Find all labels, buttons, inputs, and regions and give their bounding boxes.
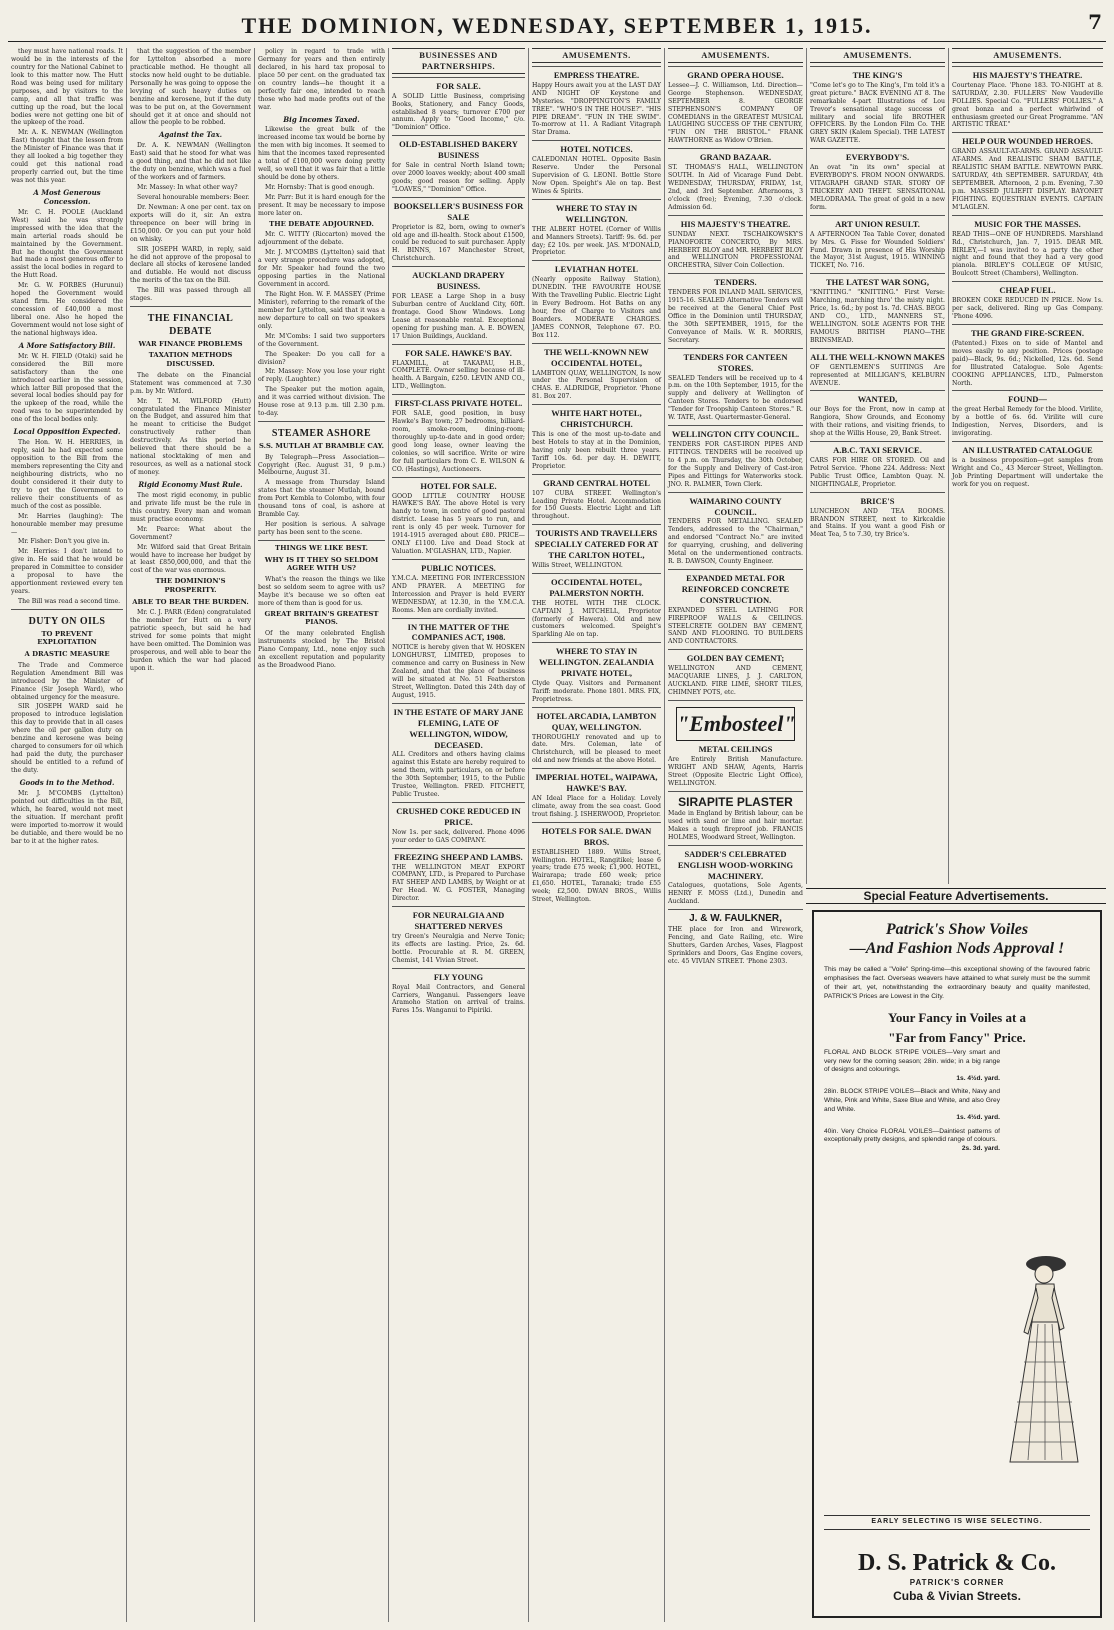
special-feature-banner: Special Feature Advertisements. [806,888,1106,904]
article-paragraph: The debate on the Financial Statement was commenced at 7.30 p.m. by Mr. Witford. [130,371,251,395]
classified-ad [392,618,525,703]
classified-ad-title: MUSIC FOR THE MASSES. [974,218,1081,229]
article-paragraph: Dr. Newman: A one per cent. tax on exports will do it, sir. An extra threepence on beer will bring in £150,000. Or you can put your hold on whisky. [130,203,251,243]
classified-ad-body: FOR LEASE a Large Shop in a busy Suburban centre of Auckland City, 60ft. frontage. Good Show Windows. Long Lease at reasonable rental. Exceptional opening for pushing man. A. E. BOWEN, 17 Union Buildings, Auckland. [392,293,525,340]
article-paragraph: The Right Hon. W. F. MASSEY (Prime Minister), referring to the remark of the member for Lyttelton, said that it was a new departure to call on two speakers only. [258,291,385,330]
section-heading: BUSINESSES AND PARTNERSHIPS. [392,48,525,74]
classified-ad [952,132,1103,214]
classified-ad-title: HELP OUR WOUNDED HEROES. [962,136,1093,147]
classified-ad [392,266,525,343]
lady-in-voile-dress-illustration [998,1242,1088,1472]
classified-ad-body: CALEDONIAN HOTEL. Opposite Basin Reserve. Under the Personal Supervision of G. LEONI. Bottle Store Now Open. Speight's Ale on tap. Best Wines & Spirits. [532,156,661,195]
classified-ad-body: Royal Mail Contractors, and General Carriers, Wanganui. Passengers leave Aramoho Station on arrival of trains. Fares 15s. Wanganui to Pipiriki. [392,983,525,1015]
classified-ad-body: ALL Creditors and others having claims against this Estate are hereby required to send them, with particulars, on or before the 30th September, 1915, to the Public Trustee, Wellington. FRED. FITCHETT, Public Trustee. [392,751,525,799]
classified-ad-title: EXPANDED METAL FOR REINFORCED CONCRETE CONSTRUCTION. [681,573,790,605]
classified-ad [952,66,1103,133]
classified-ad [952,441,1103,492]
ad-item-text: 40in. Very Choice FLORAL VOILES—Daintiest patterns of exceptionally pretty designs, and splendid range of colours. [824,1127,1000,1144]
classified-ad [392,77,525,136]
classified-ad-body: Are Entirely British Manufacture. WRIGHT AND SHAW, Agents, Harris Street (Opposite Electric Light Office), WELLINGTON. [668,755,803,787]
article-paragraph: Mr. A. K. NEWMAN (Wellington East) thought that the lesson from the Minister of Finance was that if they all looked a big together they could get this national road properly carried out, but the time was not this year. [11,129,123,184]
classified-ad-body: LAMBTON QUAY, WELLINGTON, Is now under the Personal Supervision of CHAS. E. ALDRIDGE, Proprietor. 'Phone 81. Box 207. [532,369,661,401]
article-paragraph: The most rigid economy, in public and private life must be the rule in this country. Every man and woman must practise economy. [130,491,251,523]
classified-ad-body: Clyde Quay. Visitors and Permanent Tariff: moderate. Phone 1801. MRS. FIX, Proprietress. [532,679,661,703]
classified-ad-title: HOTELS FOR SALE. DWAN BROS. [541,825,652,847]
classified-ad-title: WHITE HART HOTEL, CHRISTCHURCH. [551,408,642,430]
article-paragraph: SIR JOSEPH WARD said he proposed to introduce legislation this day to provide that in all cases where the oil per gallon duty on benzine and kerosene was being charged to consumers for oil which had paid the duty, the purchaser should be entitled to a refund of the duty. [11,703,123,774]
article-headline: THE FINANCIAL DEBATE [147,313,234,337]
article-paragraph: Dr. A. K. NEWMAN (Wellington East) said that he stood for what was a good thing, and that he did not like the duty on benzine, which was a fuel of the workers and of farmers. [130,142,251,182]
classified-ad [952,390,1103,441]
article-subheadline: S.S. MUTLAH AT BRAMBLE CAY. [258,441,385,450]
article-subheadline: THE DOMINION'S PROSPERITY. [155,577,226,594]
article-paragraph: Mr. Harries (laughing): The honourable member may presume— [11,512,123,536]
classified-ad-body: Catalogues, quotations, Sole Agents, HENRY F. MOSS (Ltd.), Dunedin and Auckland. [668,882,803,906]
classified-ad-body: (Nearly opposite Railway Station), DUNEDIN. THE FAVOURITE HOUSE With the Travelling Public. Electric Light in Every Bedroom. Hot Baths on any hour, free of Charge to Visitors and Boarders. MODERATE CHARGES. JAMES CONNOR, Telephone 67. P.O. Box 112. [532,276,662,339]
article-subheadline: WAR FINANCE PROBLEMS [138,339,243,348]
classified-ad-title: THE WELL-KNOWN NEW OCCIDENTAL HOTEL, [544,346,649,368]
classified-ad [532,343,661,405]
classified-ad-body: Proprietor is 82, born, owing to owner's old age and ill-health. Stock about £1500, could be reduced to suit purchaser. Apply H. BINNS, 167 Manchester Street, Christchurch. [392,223,525,263]
classified-ad-body: Willis Street, WELLINGTON. [532,561,623,569]
classified-ad-body: Lessee—J. C. Williamson, Ltd. Direction—George Stephenson. WEDNESDAY, SEPTEMBER 8. GEORGE STEPHENSON'S COMPANY OF COMEDIANS in the GREATEST MUSICAL LAUGHING SUCCESS OF THE CENTURY, "FUN ON THE BRISTOL." FRANK HAWTHORNE as Widow O'Brien. [668,81,803,145]
classified-ad-title: FOUND— [1008,394,1047,405]
article-paragraph: Several honourable members: Beer. [137,193,250,201]
classified-ad [532,642,661,706]
article-subheading: Against the Tax. [158,130,223,140]
classified-ad [668,215,803,274]
classified-ad-title: HOTEL NOTICES. [560,144,633,155]
classified-ad [668,649,803,700]
article-subheading: Goods in to the Method. [19,777,115,787]
article-paragraph: Mr. Parr: But it is hard enough for the present. It may be necessary to impose more later on. [258,193,385,217]
classified-ad-body: THE place for Iron and Wirework, Fencing, and Gate Railing, etc. Wire Shutters, Garden Arches, Vases, Flagpost Sprinklers and Doors, Gas Engine covers, etc. 45 VIVIAN STREET. 'Phone 2303. [668,926,803,965]
classified-ad-body: FOR SALE, good position, in busy Hawke's Bay town; 27 bedrooms, billiard-room, smoke-room, dining-room; thoroughly up-to-date and in good order; good long lease, owner leaving the colonies, so will sacrifice. Write or wire for full particulars from C. E. WILSON & CO. (Hastings), Auctioneers. [392,410,525,473]
classified-ad-body: Made in England by British labour, can be used with sand or lime and hair mortar. Makes a tough fireproof job. FRANCIS HOLMES, Woodward Street, Wellington. [668,810,803,841]
article-paragraph: The Bill was passed through all stages. [130,287,251,303]
classified-ads-list [668,66,803,969]
company-address: Cuba & Vivian Streets. [893,1588,1021,1603]
column-2 [126,48,254,1622]
classified-ad-body: This is one of the most up-to-date and best Hotels to stay at in the Dominion, having only been rebuilt three years. Tariff 10s. 6d. per day. H. DEWITT, Proprietor. [532,431,661,470]
ad-item [824,1128,1000,1154]
classified-ad [392,559,525,618]
classified-ad-title: GRAND CENTRAL HOTEL [543,477,650,488]
article-subheadline: THINGS WE LIKE BEST. [275,543,368,552]
classified-ad-body: our Boys for the Front, now in camp at Rangiora, Show Grounds, and Economy with their rations, and visiting friends, to shop at the Willis House, 29, Bank Street. [810,406,945,438]
column-5-amusements [528,48,664,1622]
classified-ad [392,802,525,848]
article-paragraph: Of the many celebrated English instruments stocked by The Bristol Piano Company, Ltd., none enjoy such an excellent reputation and popularity as the Broadwood Piano. [258,630,385,669]
classified-ad [532,199,661,261]
classified-ad-title: BRICE'S [860,495,895,506]
classified-ad-title: AUCKLAND DRAPERY BUSINESS. [412,270,505,292]
classified-ad [532,524,661,573]
classified-ad-body: LUNCHEON AND TEA ROOMS. BRANDON STREET, next to Kirkcaldie and Stains. If you want a good Fish or Meat Tea, 5 to 7.30, try Brice's. [810,507,945,539]
article-paragraph: Mr. Wilford said that Great Britain would have to increase her budget by at least £850,000,000, and that the cost of the war was enormous. [130,543,251,575]
classified-ad-body: Happy Hours await you at the LAST DAY AND NIGHT OF Keystone and Mysteries. "DROPPINGTON'S FAMILY TREE". "WHO'S IN THE HOUSE?". "HIS PIPE DREAM". "FUN IN THE SWIM". To-morrow at 11. A Radiant Vitagraph Star Drama. [532,81,661,137]
classified-ad-body: THE WELLINGTON MEAT EXPORT COMPANY, LTD., is Prepared to Purchase FAT SHEEP AND LAMBS, by Weight or at Per Head. W. G. FOSTER, Managing Director. [392,863,525,903]
section-heading: AMUSEMENTS. [952,48,1103,63]
classified-ad-body: "KNITTING." "KNITTING." First Verse: Marching, marching thro' the misty night. Price, 1s. 6d.; by post 1s. 7d. CHAS. BEGG AND CO., LTD., MANNERS ST., WELLINGTON. SOLE AGENTS FOR THE FAMOUS BRITISH PIANO—THE BRINSMEAD. [810,289,945,344]
article-subheadline: TO PREVENT EXPLOITATION [37,629,97,647]
classified-ad-title: FREEZING SHEEP AND LAMBS. [394,851,523,862]
classified-ad-body: "Come let's go to The King's, I'm told it's a great picture." BACK EVENING AT 8. The remarkable 4-part Illustrations of Lou Trevor's sensational stage success of military and social life BROTHER OFFICERS. By the London Film Co. THE GREY SKIN (Kalem Special). THE LATEST WAR GAZETTE. [810,81,945,145]
classified-ad [810,441,945,492]
company-signature [824,1548,1090,1604]
article-paragraph: Mr. Fisher: Don't you give in. [18,538,110,546]
article-subheading: Big Incomes Taxed. [283,114,360,124]
classified-ad-body: THOROUGHLY renovated and up to date. Mrs. Coleman, late of Christchurch, will be pleased to meet old and new friends at the above Hotel. [532,733,661,765]
classified-ad-title: PUBLIC NOTICES. [421,563,496,573]
classified-ad-title: FOR SALE. HAWKE'S BAY. [405,347,512,358]
classified-ad [952,281,1103,324]
classified-ad-title: TOURISTS AND TRAVELLERS SPECIALLY CATERED FOR AT THE CARLTON HOTEL, [534,528,659,561]
classified-ad-title: CRUSHED COKE REDUCED IN PRICE. [396,806,521,827]
classified-ad [392,703,525,802]
classified-ad-title: A.B.C. TAXI SERVICE. [833,445,922,456]
ad-item [824,1088,1000,1122]
classified-ad-title: FLY YOUNG [433,971,484,982]
classified-ad [532,140,661,199]
article-paragraph: policy in regard to trade with Germany for years and then entirely declared, in his hard tax proposal to place 50 per cent. on the graduated tax on country lands—he thought it a perfectly fair one, intended to reach those who had made profits out of the war. [258,48,385,111]
ad-item-text: 28in. BLOCK STRIPE VOILES—Black and White, Navy and White, Pink and White, Saxe Blue and White, and also Grey and White. [824,1088,1000,1113]
section-heading: AMUSEMENTS. [810,48,945,63]
article-paragraph: Likewise the great bulk of the increased income tax would be borne by the men with big incomes. It seemed to him that the incomes taxed represented a total of £100,000 were doing pretty well, so well that it was fair that a little should be done by others. [258,126,386,182]
classified-ad [810,390,945,441]
article-subheadline: A DRASTIC MEASURE [24,650,110,659]
classified-ad [668,700,803,791]
classified-ad-title: OCCIDENTAL HOTEL, PALMERSTON NORTH. [549,576,644,598]
article-subheadline: WHY IS IT THEY SO SELDOM AGREE WITH US? [264,555,379,573]
article-subheading: Rigid Economy Must Rule. [138,479,243,489]
article-paragraph: Mr. Massey: Now you lose your right of reply. (Laughter.) [258,368,385,384]
classified-ad-title: GOLDEN BAY CEMENT; [686,653,785,664]
classified-ad-title: FOR SALE. [436,80,481,91]
classified-ad [810,148,945,215]
classified-ad [952,324,1103,391]
classified-ad-title: THE KING'S [852,69,903,80]
column-1 [8,48,126,1622]
classified-ad [668,791,803,845]
section-heading: AMUSEMENTS. [532,48,661,63]
classified-ad-title: IN THE MATTER OF THE COMPANIES ACT, 1908. [407,621,510,643]
classified-ad [392,197,525,266]
classified-ad-title: IMPERIAL HOTEL, WAIPAWA, HAWKE'S BAY. [535,772,658,794]
classified-ad [392,344,525,395]
classified-ads-list [810,66,945,542]
masthead [8,6,1106,42]
column-8-amusements [948,48,1106,884]
classified-ad [532,66,661,140]
classified-ad-title: THE GRAND FIRE-SCREEN. [970,327,1085,338]
column-3 [254,48,388,1622]
classified-ad-body: A AFTERNOON Tea Table Cover, donated by Mrs. G. Fisse for Wounded Soldiers' Fund. Drawn in presence of His Worship the Mayor, 31st August, 1915. WINNING TICKET, No. 716. [810,230,945,270]
classified-ad [810,215,945,274]
article-paragraph: The Bill was read a second time. [18,598,121,605]
classified-ad [810,492,945,543]
classified-ad-body: ST. THOMAS'S HALL, WELLINGTON SOUTH. In Aid of Vicarage Fund Debt. WEDNESDAY, THURSDAY, FRIDAY, 1st, 2nd, and 3rd September. Afternoons, 3 o'clock (free); Evening, 7.30 o'clock. Admission 6d. [668,164,803,211]
article-paragraph: Mr. C. H. POOLE (Auckland West) said he was strongly impressed with the idea that the main arterial roads should be maintained by the Government. But he thought the Government had made a most generous offer to assist the local bodies in regard to the Hutt Road. [11,208,123,280]
column-7-amusements [806,48,948,884]
ad-tagline: EARLY SELECTING IS WISE SELECTING. [824,1515,1090,1530]
classified-ad [810,273,945,347]
article-subheadline: ABLE TO BEAR THE BURDEN. [132,597,249,606]
ad-item-price: 2s. 3d. yard. [961,1144,1000,1152]
divider [11,609,123,610]
divider [130,306,251,307]
classified-ad-title: WHERE TO STAY IN WELLINGTON. ZEALANDIA PRIVATE HOTEL, [538,646,655,679]
classified-ad-body: Now 1s. per sack, delivered. Phone 4096 your order to GAS COMPANY. [392,828,525,844]
embosteel-logo: "Embosteel" [676,707,795,741]
patrick-voiles-advertisement [812,910,1102,1618]
classified-ad-title: WHERE TO STAY IN WELLINGTON. [555,202,638,224]
ad-item-text: FLORAL AND BLOCK STRIPE VOILES—Very smart and very new for the coming season; 28in. wide; in a big range of designs and colourings. [824,1049,1000,1074]
classified-ad-body: THE HOTEL WITH THE CLOCK. CAPTAIN J. MITCHELL, Proprietor (formerly of Hawera). Old and new customers welcomed. Speight's Sparkling Ale on tap. [532,599,661,639]
classified-ad [392,906,525,968]
article-paragraph: Mr. Herries: I don't intend to give in. He said that he would be prepared in Committee to consider a proposal to have the apportionment reviewed every ten years. [11,548,123,596]
classified-ad [668,273,803,347]
classified-ad-body: AN Ideal Place for a Holiday. Lovely climate, away from the sea coast. Good trout fishing. J. ISHERWOOD, Proprietor. [532,795,661,818]
classified-ad-body: EXPANDED STEEL LATHING FOR FIREPROOF WALLS & CEILINGS. STEELCRETE GOLDEN BAY CEMENT, SAND AND FLOORING. TO BUILDERS AND CONTRACTORS. [668,606,803,646]
article-paragraph: they must have national roads. It would be in the interests of the country for the National Cabinet to look to this matter now. The Hutt Road was being used for military purposes, and by visitors to the camp, and all that traffic was cutting up the road, but the local bodies were not getting one bit of the upkeep of the road. [11,48,123,127]
classified-ad [952,215,1103,282]
classified-ad [668,66,803,148]
classified-ad-body: ESTABLISHED 1889. Willis Street, Wellington. HOTEL, Rangitikei; lease 6 years; trade £75 week; £1,900. HOTEL, Wairarapa; trade £60 week; price £1,650. HOTEL, Taranaki; trade £55 week; £2,500. DWAN BROS., Willis Street, Wellington. [532,848,661,904]
article-subheadline: GREAT BRITAIN'S GREATEST PIANOS. [264,609,379,627]
classified-ad-title: METAL CEILINGS [698,744,773,755]
classified-ad-title: THE LATEST WAR SONG, [826,277,929,288]
classified-ad [810,66,945,148]
ad-item-list [824,1049,1000,1153]
classified-ad-body: SEALED Tenders will be received up to 4 p.m. on the 10th September, 1915, for the supply and delivery at Wellington of Canteen Stores. Tenders to be endorsed "Tender for Troopship Canteen Stores." R. W. TATE, Asst. Quartermaster-General. [668,374,803,422]
article-paragraph: The Trade and Commerce Regulation Amendment Bill was introduced by the Minister of Finance (Sir Joseph Ward), who obtained urgency for the measure. [11,661,123,701]
article-subheading: Local Opposition Expected. [13,427,121,437]
faulkner-display-title: J. & W. FAULKNER, [689,913,782,925]
classified-ad-title: HIS MAJESTY'S THEATRE. [972,69,1083,80]
classified-ad-title: EVERYBODY'S. [845,152,910,163]
article-subheading: A Most Generous Concession. [33,187,101,206]
divider [258,421,385,422]
article-subheadline: THE DEBATE ADJOURNED. [269,219,374,228]
classified-ad-body: (Patented.) Fixes on to side of Mantel and moves easily to any position. Prices (postage paid)—Black, 9s. 6d.; Nickelled, 12s. 6d. Send for Illustrated Catalogue. Sole Agents: COOKING APPLIANCES, LTD., Palmerston North. [952,339,1103,387]
article-subheadline: TAXATION METHODS DISCUSSED. [148,351,233,369]
classified-ad-body: GRAND ASSAULT-AT-ARMS. GRAND ASSAULT-AT-ARMS. And REALISTIC SHAM BATTLE, REALISTIC SHAM BATTLE. NEWTOWN PARK. SATURDAY, 4th SEPTEMBER. SATURDAY, 4th SEPTEMBER. Afternoon, 2 p.m. Evening, 7.30 p.m. MASSED JULIEFIT DISPLAY. BAYONET FIGHTING. EQUESTRIAN EVENTS. CAPTAIN M'LAGLEN. [952,148,1103,211]
classified-ad-title: WANTED, [857,394,898,405]
company-corner: PATRICK'S CORNER [909,1578,1005,1588]
ad-slogan: "Far from Fancy" Price. [888,1029,1026,1045]
classified-ad-title: SADDER'S CELEBRATED ENGLISH WOOD-WORKING MACHINERY. [677,848,794,881]
classified-ad [668,845,803,909]
classified-ad [392,135,525,197]
classified-ad [668,569,803,649]
classified-ad-title: TENDERS. [714,277,757,288]
article-paragraph: Her position is serious. A salvage party has been sent to the scene. [258,521,385,536]
classified-ad [810,348,945,391]
article-paragraph: A message from Thursday Island states that the steamer Mutlah, bound from Port Kembla to Colombo, with four thousand tons of coal, is ashore at Bramble Cay. [258,479,385,519]
article-dateline: By Telegraph—Press Association—Copyright (Rec. August 31, 9 p.m.) Melbourne, August 31. [258,453,385,477]
classified-ad [668,909,803,968]
classified-ad [668,148,803,215]
article-paragraph: Mr. T. M. WILFORD (Hutt) congratulated the Finance Minister on the Budget, and assured him that he meant to criticise the Budget constructively rather than destructively. As this period he believed that there should be a national stocktaking of men and resources, as well as a national stock of money. [130,397,251,477]
classified-ad-body: Y.M.C.A. MEETING FOR INTERCESSION AND PRAYER. A MEETING for Intercession and Prayer is held EVERY WEDNESDAY, at 12.30, in the Y.M.C.A. Rooms. Men are cordially invited. [392,574,525,614]
article-paragraph: What's the reason the things we like best so seldom seem to agree with us? Maybe it's because we so often eat more of them than is good for us. [258,576,385,607]
classified-ad-title: GRAND OPERA HOUSE. [687,69,784,80]
ad-item-price: 1s. 4½d. yard. [956,1074,1000,1082]
newspaper-title: THE DOMINION, WEDNESDAY, SEPTEMBER 1, 1915. [241,13,873,38]
classified-ad-title: IN THE ESTATE OF MARY JANE FLEMING, LATE OF WELLINGTON, WIDOW, DECEASED. [393,706,524,750]
classified-ad-body: GOOD LITTLE COUNTRY HOUSE HAWKE'S BAY. The above Hotel is very handy to town, in centre of good pastoral district. Lease has 5 years to run, and rent is only 45 per week. Turnover for 1914-1915 averaged about £80. PRICE—ONLY £1100. Live and Dead Stock at Valuation. M'GLASHAN, LTD., Napier. [392,492,525,556]
classified-ads-list [532,66,661,907]
article-headline: DUTY ON OILS [28,615,106,627]
classified-ad-body: TENDERS FOR METALLING. SEALED Tenders, addressed to the "Chairman," and endorsed "Contract No." are invited for quarrying, crushing, and delivering Metal on the undermentioned contracts. R. B. DAWSON, County Engineer. [668,518,803,566]
classified-ad-title: BOOKSELLER'S BUSINESS FOR SALE [393,200,524,222]
article-paragraph: SIR JOSEPH WARD, in reply, said he did not approve of the proposal to declare all stocks of kerosene landed and dutiable. He would not discuss the merits of the tax on the Bill. [130,245,251,285]
classified-ad-title: GRAND BAZAAR. [699,152,772,163]
page-number: 7 [1088,10,1102,34]
ad-item [824,1049,1000,1083]
classified-ad-body: OF GENTLEMEN'S SUITINGS Are represented at MILLIGAN'S, KELBURN AVENUE. [810,363,945,387]
ad-slogan: Your Fancy in Voiles at a [887,1009,1027,1025]
classified-ad-body: is a business proposition—get samples from Wright and Co., 43 Mercer Street, Wellington. Job Printing Department will undertake the work for you on request. [952,456,1103,488]
sirapite-display-title: SIRAPITE PLASTER [678,794,793,809]
article-headline: STEAMER ASHORE [271,428,372,440]
article-paragraph: that the suggestion of the member for Lyttelton absorbed a more practicable method. He thought all stocks now held ought to be dutiable. Personally he was going to oppose the levying of such heavy duties on benzine and kerosene, but if the duty was to be put on, at the Government should get it at once and should not allow the people to be robbed. [130,48,251,127]
classified-ad [392,848,525,907]
classified-ad-title: TENDERS FOR CANTEEN STORES. [683,351,788,373]
classified-ad [532,768,661,822]
column-4-businesses [388,48,528,1622]
classified-ad-body: READ THIS—ONE OF HUNDREDS. Marshland Rd., Christchurch, Jan. 7, 1915. DEAR MR. BIRLEY,—I was invited to a party the other night and found that they had a very good pianola. BIRLEY'S COLLEGE OF MUSIC, Boulcott Street (Chambers), Wellington. [952,230,1103,278]
article-paragraph: Mr. J. M'COMBS (Lyttelton) said that a very strange procedure was adopted, for Mr. Speaker had found the two opposing parties in the National Government in accord. [258,249,385,289]
classified-ad-body: THE ALBERT HOTEL (Corner of Willis and Manners Streets). Tariff: 9s. 6d. per day; £2 10s. per week. JAS. M'DONALD, Proprietor. [532,225,661,257]
classified-ad-body: TENDERS FOR INLAND MAIL SERVICES, 1915-16. SEALED Alternative Tenders will be received at the General Chief Post Office in the Dominion until THURSDAY, the 30th SEPTEMBER, 1915, for the Conveyance of Mails. W. R. MORRIS, Secretary. [668,289,803,344]
classified-ads-list [392,77,525,1019]
classified-ad-title: AN ILLUSTRATED CATALOGUE [962,445,1093,456]
classified-ad [668,492,803,569]
classified-ad-title: FIRST-CLASS PRIVATE HOTEL. [394,398,523,409]
classified-ad-body: BROKEN COKE REDUCED IN PRICE. Now 1s. per sack, delivered. Ring up Gas Company. 'Phone 4096. [952,297,1103,320]
article-paragraph: Mr. Hornsby: That is good enough. [265,184,375,192]
article-paragraph: The Hon. W. H. HERRIES, in reply, said he had expected some opposition to the Bill from the members representing the City and neighbouring districts, who no doubt considered it their duty to try to get the Government to relieve their constituents of as much of the cost as possible. [11,439,123,510]
classified-ad-body: CARS FOR HIRE OR STORED. Oil and Petrol Service. 'Phone 224. Address: Next Public Trust Office, Lambton Quay. N. NIGHTINGALE, Proprietor. [810,456,945,488]
column-6-amusements [664,48,806,1622]
article-paragraph: Mr. J. M'COMBS (Lyttelton) pointed out difficulties in the Bill, which, he feared, would not meet the situation. If merchant profit were imported to-morrow it would be dutiable, and there would be no bar to it at the higher rates. [11,789,123,845]
classified-ad [392,968,525,1019]
classified-ad [532,404,661,473]
section-heading: AMUSEMENTS. [668,48,803,63]
article-paragraph: The Speaker: Do you call for a division? [258,350,385,366]
article-paragraph: Mr. Pearce: What about the Government? [130,525,251,541]
classified-ad [392,477,525,559]
classified-ad-body: FLAXMILL, at TAKAPAU, H.B., COMPLETE. Owner selling because of ill-health. A Bargain, £250. LEVIN AND CO., LTD., Wellington. [392,359,525,391]
classified-ad-title: EMPRESS THEATRE. [553,69,640,80]
classified-ad-body: SUNDAY NEXT. TSCHAIKOWSKY'S PIANOFORTE CONCERTO, By MRS. HERBERT BLOY and MR. HERBERT BLOY and WELLINGTON PROFESSIONAL ORCHESTRA, Silver Coin Collection. [668,230,803,270]
article-paragraph: Mr. W. H. FIELD (Otaki) said he considered the Bill more satisfactory than the one introduced earlier in the session, which latter Bill proposed that the several local bodies should pay for the upkeep of the road, while the road was to be superintended by one of the local bodies only. [11,352,123,424]
classified-ad-title: FOR NEURALGIA AND SHATTERED NERVES [412,910,505,932]
classified-ad [668,348,803,425]
classified-ad-title: HOTEL FOR SALE. [420,480,497,491]
article-paragraph: Mr. C. J. PARR (Eden) congratulated the member for Hutt on a very patriotic speech, but said he had strived for some points that might have been omitted. The Dominion was prosperous, and well able to bear the burden which the war had placed upon it. [130,609,251,672]
classified-ad-title: HIS MAJESTY'S THEATRE. [680,218,791,229]
article-paragraph: Mr. G. W. FORBES (Hurunui) hoped the Government would stand firm. He considered the concession of £40,000 a most liberal one. Also he hoped the Government would not lose sight of the national highways idea. [11,282,123,337]
ad-intro: This may be called a "Voile" Spring-time—this exceptional showing of the favoured fabric emphasises the fact. Overseas weavers have attained to what surely must be the summit of their art, yet, notwithstanding the extraordinary beauty and quality manifested, PATRICK'S Prices are Lowest in the City. [824,966,1090,1001]
ad-headline: Patrick's Show Voiles [885,921,1029,938]
classified-ad-title: LEVIATHAN HOTEL [554,264,639,275]
article-subheading: A More Satisfactory Bill. [18,340,116,350]
ad-headline: —And Fashion Nods Approval ! [849,940,1065,958]
divider [258,540,385,541]
classified-ad-body: A SOLID Little Business, comprising Books, Stationery, and Fancy Goods, established 8 years; turnover £700 per annum. Apply to "Good Income," c/o. "Dominion" Office. [392,92,525,132]
classified-ad-body: NOTICE is hereby given that W. HOSKEN LONGHURST, LIMITED, proposes to commence and carry on Business in New Zealand, and that the place of business will be situated at No. 51 Featherston Street, Wellington. Dated this 24th day of August, 1915. [392,644,525,699]
article-paragraph: Mr. C. WITTY (Riccarton) moved the adjournment of the debate. [258,231,385,247]
article-paragraph: Mr. M'Combs: I said two supporters of the Government. [258,332,385,348]
classified-ad-title: WELLINGTON CITY COUNCIL. [671,429,800,440]
classified-ad-body: An ovat "in its own" special at EVERYBODY'S. FROM NOON ONWARDS. VITAGRAPH GRAND STAR. STORY OF TRICKERY AND THEFT. SENSATIONAL MELODRAMA. The great of gold in a new form. [810,164,945,211]
classified-ads-list [952,66,1103,492]
classified-ad-title: HOTEL ARCADIA, LAMBTON QUAY, WELLINGTON. [536,710,657,732]
company-name: D. S. Patrick & Co. [858,1549,1056,1576]
classified-ad-body: try Green's Neuralgia and Nerve Tonic; its effects are lasting. Price, 2s. 6d. bottle. Procurable at R. M. GREEN, Chemist, 141 Vivian Street. [392,932,525,964]
classified-ad-body: for Sale in central North Island town; over 2000 loaves weekly; about 400 small goods; good reason for selling. Apply "LOAVES," "Dominion" Office. [392,162,525,193]
classified-ad-body: the great Herbal Remedy for the blood. Virilite, by a bottle of 6s. 6d. Virilite will cure Indigestion, Nerves, Disorders, and is invigorating. [952,406,1103,438]
classified-ad [532,822,661,907]
article-paragraph: Mr. Massey: In what other way? [137,184,238,192]
classified-ad-body: WELLINGTON AND CEMENT, MACQUARIE LINES, J. J. CARLTON, AUCKLAND. FIRE LIME, SHORT TILES, CHIMNEY POTS, etc. [668,665,803,696]
classified-ad [668,425,803,492]
classified-ad-title: ALL THE WELL-KNOWN MAKES [810,351,945,362]
classified-ad-body: TENDERS FOR CAST-IRON PIPES AND FITTINGS. TENDERS will be received up to 4 p.m. on Thursday, the 30th October, for the Supply and Delivery of Cast-iron Pipes and Fittings for Waterworks stock. JNO. R. PALMER, Town Clerk. [668,441,803,488]
classified-ad-title: OLD-ESTABLISHED BAKERY BUSINESS [399,139,518,161]
classified-ad-body: Courtenay Place. 'Phone 183. TO-NIGHT at 8. SATURDAY, 2.30. FULLERS' New Vaudeville FOLLIES. Special Co. "FULLERS' FOLLIES." A great bonza and a perfect whirlwind of enthusiasm greeted our Great Programme. "AN ARTISTIC TREAT." [952,81,1103,129]
classified-ad [392,394,525,476]
classified-ad-title: WAIMARINO COUNTY COUNCIL. [689,495,782,517]
classified-ad [532,474,661,525]
classified-ad [532,260,661,342]
classified-ad-title: CHEAP FUEL. [999,285,1056,296]
classified-ad [532,707,661,769]
classified-ad-body: 107 CUBA STREET. Wellington's Leading Private Hotel. Accommodation for 150 Guests. Electric Light and Lift throughout. [532,489,661,521]
article-paragraph: The Speaker put the motion again, and it was carried without division. The House rose at 9.13 p.m. till 2.30 p.m. to-day. [258,386,385,418]
ad-item-price: 1s. 4½d. yard. [956,1114,1000,1122]
classified-ad [532,573,661,642]
classified-ad-title: ART UNION RESULT. [835,218,920,229]
